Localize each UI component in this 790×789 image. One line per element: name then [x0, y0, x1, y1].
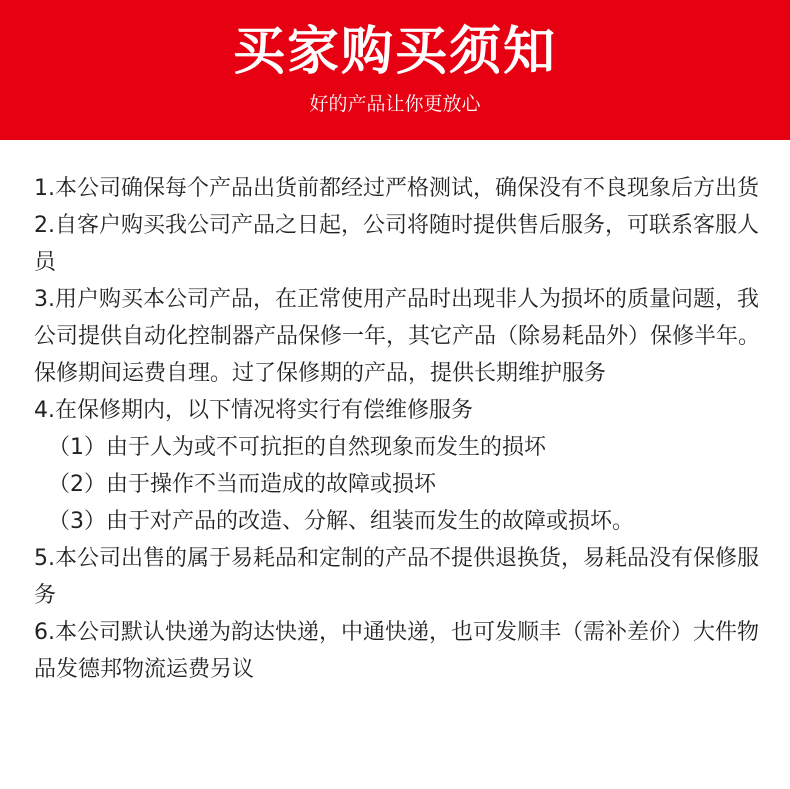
notice-item-2: 2.自客户购买我公司产品之日起，公司将随时提供售后服务，可联系客服人员 [34, 213, 759, 275]
notice-item-3: 3.用户购买本公司产品，在正常使用产品时出现非人为损坏的质量问题，我公司提供自动化控制器产品保修一年，其它产品（除易耗品外）保修半年。保修期间运费自理。过了保修期的产品，提供长期维护服务 [34, 287, 761, 386]
header-banner [0, 0, 790, 140]
notice-subitem-3: （3）由于对产品的改造、分解、组装而发生的故障或损坏。 [48, 509, 634, 534]
notice-subitem-1: （1）由于人为或不可抗拒的自然现象而发生的损坏 [48, 435, 546, 460]
page-subtitle: 好的产品让你更放心 [309, 93, 481, 115]
notice-item-4: 4.在保修期内，以下情况将实行有偿维修服务 [34, 398, 473, 423]
notice-subitem-2: （2）由于操作不当而造成的故障或损坏 [48, 472, 436, 497]
notice-item-6: 6.本公司默认快递为韵达快递，中通快递，也可发顺丰（需补差价）大件物品发德邦物流运费另议 [34, 620, 759, 682]
notice-item-1: 1.本公司确保每个产品出货前都经过严格测试，确保没有不良现象后方出货 [34, 176, 759, 201]
notice-list [34, 170, 764, 688]
notice-item-5: 5.本公司出售的属于易耗品和定制的产品不提供退换货，易耗品没有保修服务 [34, 546, 759, 608]
page-title: 买家购买须知 [232, 22, 557, 82]
